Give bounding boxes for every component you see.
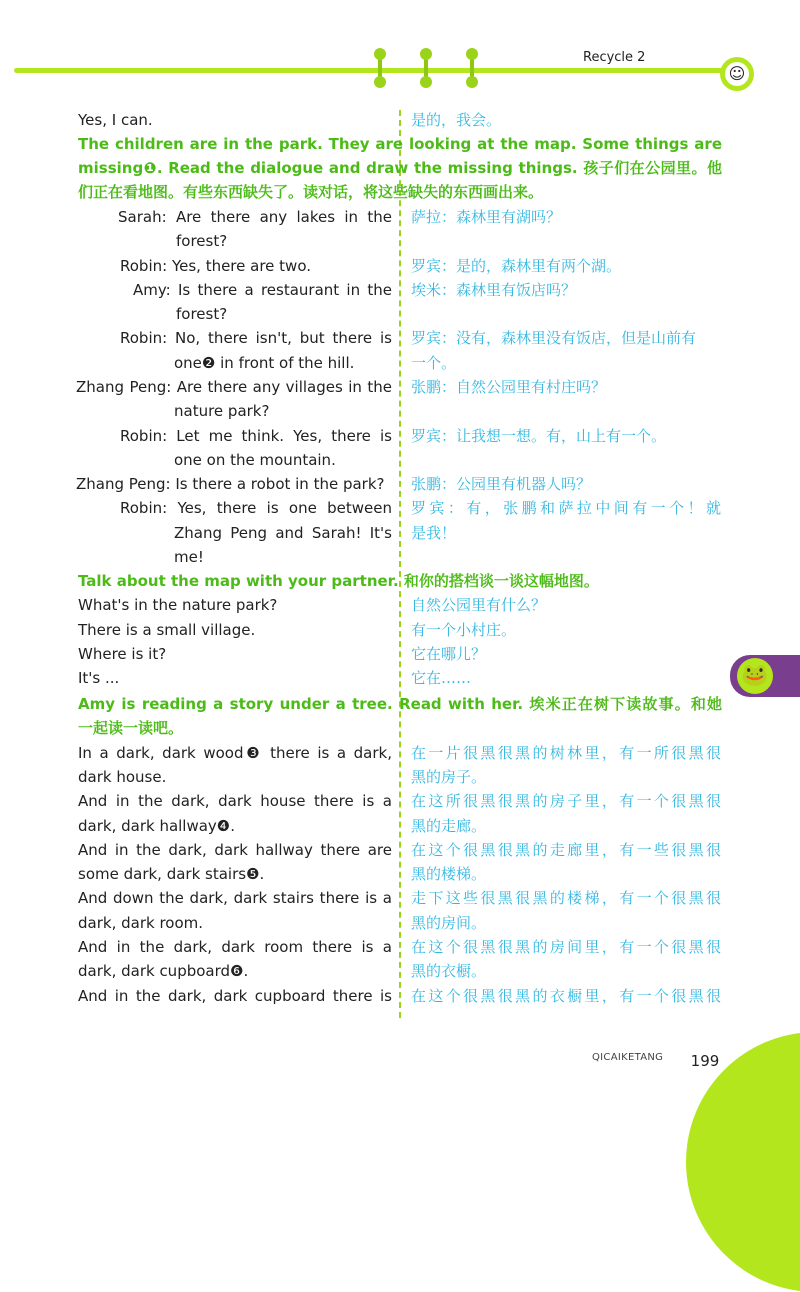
- cn-line: 黑的走廊。: [411, 817, 487, 835]
- dialogue-line: one❷ in front of the hill.: [174, 354, 355, 372]
- mascot-badge-icon: ☺: [720, 57, 754, 91]
- instruction-line: Talk about the map with your partner. 和你的搭档谈一谈这幅地图。: [78, 572, 599, 590]
- cn-line: 黑的楼梯。: [411, 865, 487, 883]
- cn-line: 在这个很黑很黑的衣橱里，有一个很黑很: [411, 987, 721, 1005]
- dialogue-line: forest?: [176, 305, 228, 323]
- story-line: dark, dark cupboard❻.: [78, 962, 249, 980]
- en-line: There is a small village.: [78, 621, 256, 639]
- section-title: Recycle 2: [583, 50, 646, 65]
- en-line: Yes, I can.: [78, 111, 153, 129]
- cn-line: 一个。: [411, 354, 457, 372]
- story-line: And down the dark, dark stairs there is a: [78, 889, 392, 907]
- cn-line: 在一片很黑很黑的树林里，有一所很黑很: [411, 744, 721, 762]
- header-pin: [424, 52, 428, 84]
- cn-line: 罗宾：让我想一想。有，山上有一个。: [411, 427, 667, 445]
- cn-line: 罗宾：是的，森林里有两个湖。: [411, 257, 622, 275]
- cn-line: 黑的房间。: [411, 914, 487, 932]
- cn-line: 萨拉：森林里有湖吗？: [411, 208, 562, 226]
- cn-line: 埃米：森林里有饭店吗？: [411, 281, 577, 299]
- dialogue-line: Zhang Peng: Is there a robot in the park?: [76, 475, 385, 493]
- column-divider: [399, 110, 401, 1018]
- cn-line: 自然公园里有什么？: [411, 596, 547, 614]
- cn-line: 黑的衣橱。: [411, 962, 487, 980]
- header-pin: [378, 52, 382, 84]
- cn-line: 在这个很黑很黑的走廊里，有一些很黑很: [411, 841, 721, 859]
- dialogue-line: Zhang Peng: Are there any villages in the: [76, 378, 392, 396]
- dialogue-line: Robin: Yes, there are two.: [120, 257, 312, 275]
- cn-line: 在这个很黑很黑的房间里，有一个很黑很: [411, 938, 721, 956]
- dialogue-line: forest?: [176, 232, 228, 250]
- en-line: What's in the nature park?: [78, 596, 278, 614]
- instruction-line: 一起读一读吧。: [78, 719, 184, 737]
- instruction-line: The children are in the park. They are looking at the map. Some things are: [78, 135, 722, 153]
- cn-line: 张鹏：公园里有机器人吗？: [411, 475, 592, 493]
- instruction-line: missing❶. Read the dialogue and draw the missing things. 孩子们在公园里。他: [78, 159, 722, 177]
- dialogue-line: nature park?: [174, 402, 270, 420]
- dialogue-line: Sarah: Are there any lakes in the: [118, 208, 392, 226]
- header-bar: [14, 68, 734, 73]
- header-pin: [470, 52, 474, 84]
- cn-line: 走下这些很黑很黑的楼梯，有一个很黑很: [411, 889, 721, 907]
- cn-line: 罗宾：有，张鹏和萨拉中间有一个！就: [411, 499, 721, 517]
- dialogue-line: Zhang Peng and Sarah! It's: [174, 524, 392, 542]
- story-line: And in the dark, dark cupboard there is: [78, 987, 392, 1005]
- en-line: It's ...: [78, 669, 120, 687]
- cn-line: 罗宾：没有，森林里没有饭店，但是山前有: [411, 329, 697, 347]
- publisher-credit: QICAIKETANG: [592, 1052, 664, 1063]
- cn-line: 它在……: [411, 669, 472, 687]
- instruction-line: Amy is reading a story under a tree. Read with her. 埃米正在树下读故事。和她: [78, 695, 722, 713]
- dialogue-line: Robin: No, there isn't, but there is: [120, 329, 392, 347]
- story-line: In a dark, dark wood❸ there is a dark,: [78, 744, 392, 762]
- story-line: And in the dark, dark room there is a: [78, 938, 392, 956]
- dialogue-line: Robin: Yes, there is one between: [120, 499, 392, 517]
- page-number: 199: [688, 1044, 722, 1078]
- dialogue-line: me!: [174, 548, 204, 566]
- story-line: And in the dark, dark house there is a: [78, 792, 392, 810]
- dialogue-line: Amy: Is there a restaurant in the: [133, 281, 392, 299]
- en-line: Where is it?: [78, 645, 167, 663]
- story-line: dark, dark room.: [78, 914, 204, 932]
- story-line: dark, dark hallway❹.: [78, 817, 236, 835]
- cn-line: 在这所很黑很黑的房子里，有一个很黑很: [411, 792, 721, 810]
- story-line: some dark, dark stairs❺.: [78, 865, 265, 883]
- frog-icon: 🐸: [737, 658, 773, 694]
- cn-line: 它在哪儿？: [411, 645, 487, 663]
- cn-line: 黑的房子。: [411, 768, 487, 786]
- dialogue-line: one on the mountain.: [174, 451, 336, 469]
- story-line: And in the dark, dark hallway there are: [78, 841, 392, 859]
- instruction-line: 们正在看地图。有些东西缺失了。读对话，将这些缺失的东西画出来。: [78, 183, 544, 201]
- story-line: dark house.: [78, 768, 167, 786]
- dialogue-line: Robin: Let me think. Yes, there is: [120, 427, 392, 445]
- cn-line: 是的，我会。: [411, 111, 502, 129]
- cn-line: 张鹏：自然公园里有村庄吗？: [411, 378, 607, 396]
- cn-line: 有一个小村庄。: [411, 621, 517, 639]
- cn-line: 是我！: [411, 524, 457, 542]
